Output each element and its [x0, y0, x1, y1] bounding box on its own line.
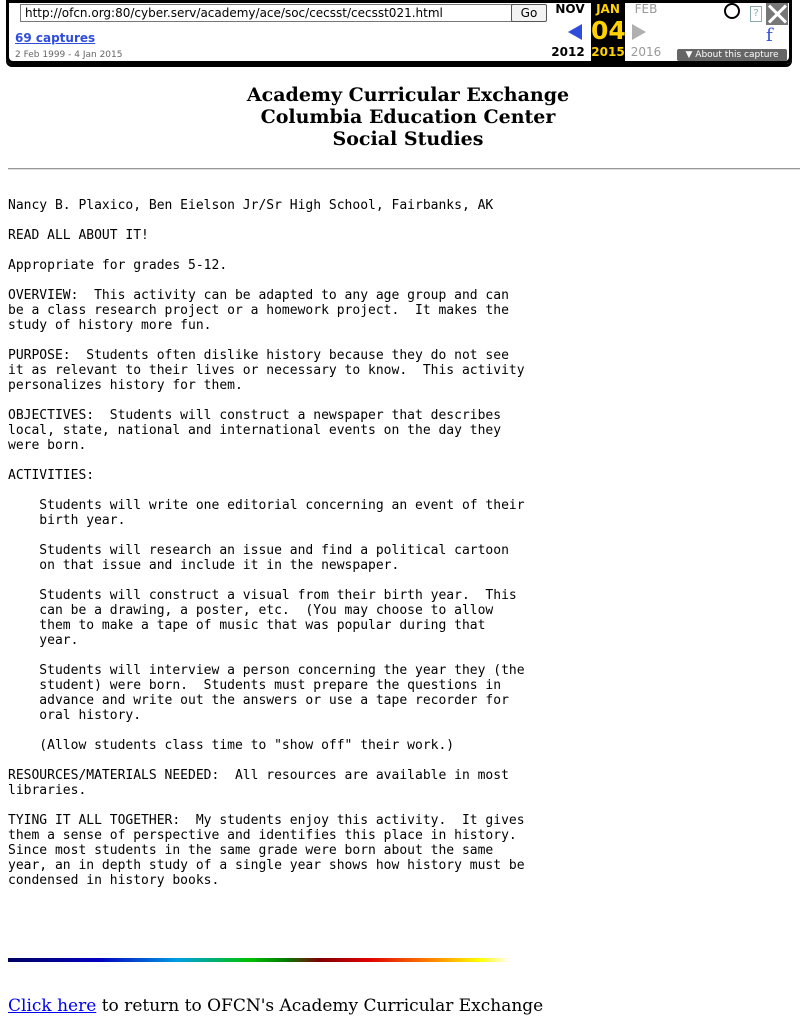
current-month-label: JAN — [596, 2, 620, 16]
prev-month-label[interactable]: NOV — [555, 2, 585, 16]
current-year-label: 2015 — [591, 45, 625, 59]
url-input[interactable]: http://ofcn.org:80/cyber.serv/academy/ace/soc/cecsst/cecsst021.html — [20, 4, 516, 22]
loading-circle-icon — [724, 3, 740, 19]
captures-link[interactable]: 69 captures — [15, 31, 96, 45]
help-icon[interactable]: ? — [750, 6, 762, 22]
title-line-1: Academy Curricular Exchange — [246, 84, 570, 106]
prev-year-label[interactable]: 2012 — [551, 45, 585, 59]
title-line-3: Social Studies — [332, 128, 484, 150]
next-year-label: 2016 — [630, 45, 662, 59]
go-button[interactable]: Go — [511, 4, 547, 22]
next-month-label: FEB — [634, 2, 658, 16]
next-capture-arrow-icon — [632, 24, 646, 40]
current-day-label: 04 — [591, 16, 626, 45]
return-text: to return to OFCN's Academy Curricular Exchange — [96, 996, 544, 1016]
page-title — [8, 84, 800, 150]
prev-capture-arrow-icon[interactable] — [568, 24, 582, 40]
return-link[interactable]: Click here — [8, 996, 97, 1016]
wayback-toolbar — [6, 0, 792, 64]
facebook-share-icon[interactable]: f — [766, 25, 773, 46]
close-icon[interactable] — [766, 3, 788, 25]
title-line-2: Columbia Education Center — [260, 106, 556, 128]
return-line — [8, 995, 543, 1017]
about-capture-button[interactable]: ▼ About this capture — [677, 49, 787, 61]
rainbow-divider — [8, 958, 510, 962]
capture-date-range: 2 Feb 1999 - 4 Jan 2015 — [15, 50, 123, 60]
horizontal-divider — [8, 168, 800, 170]
lesson-plan-text: Nancy B. Plaxico, Ben Eielson Jr/Sr High School, Fairbanks, AK READ ALL ABOUT IT! Appropriate for grades 5-12. OVERVIEW: This activity can be adapted to any age group and can be a class research project or a homework project. It makes the study of history more fun. PURPOSE: Students often dislike history because they do not see it as relevant to their lives or necessary to know. This activity personalizes history for them. OBJECTIVES: Students will construct a newspaper that describes local, state, national and international events on the day they were born. ACTIVITIES: Students will write one editorial concerning an event of their birth year. Students will research an issue and find a political cartoon on that issue and include it in the newspaper. Students will construct a visual from their birth year. This can be a drawing, a poster, etc. (You may choose to allow them to make a tape of music that was popular during that year. Students will interview a person concerning the year they (the student) were born. Students must prepare the questions in advance and write out the answers or use a tape recorder for oral history. (Allow students class time to "show off" their work.) RESOURCES/MATERIALS NEEDED: All resources are available in most libraries. TYING IT ALL TOGETHER: My students enjoy this activity. It gives them a sense of perspective and identifies this place in history. Since most students in the same grade were born about the same year, an in depth study of a single year shows how history must be condensed in history books. — [8, 198, 525, 888]
